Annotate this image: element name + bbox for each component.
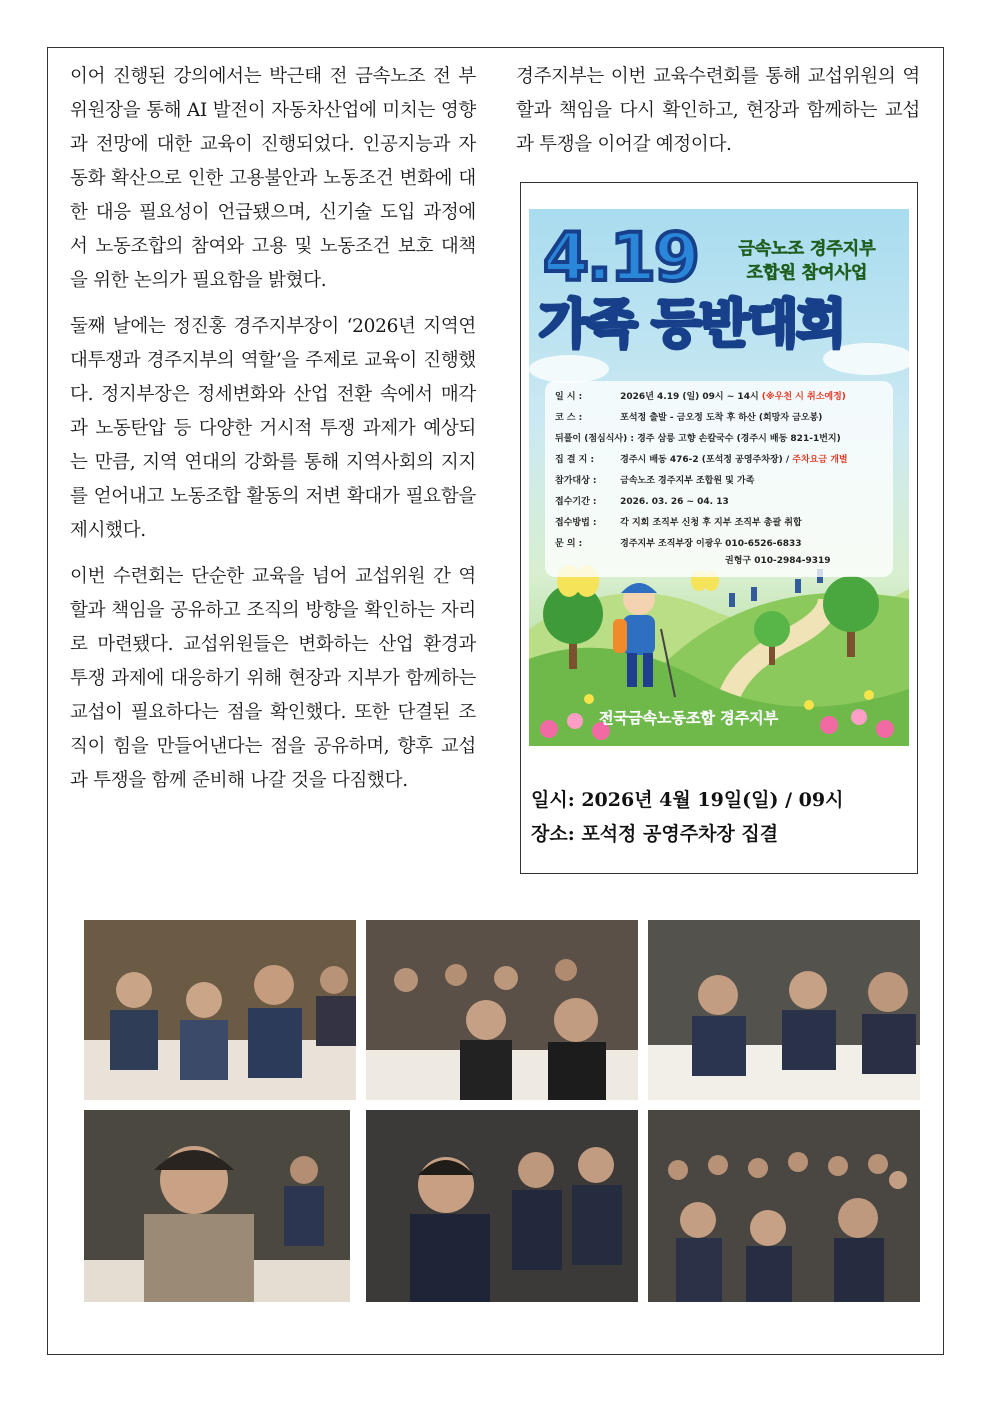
right-column <box>516 60 920 174</box>
paragraph-retreat: 이번 수련회는 단순한 교육을 넘어 교섭위원 간 역할과 책임을 공유하고 조직의 방향을 확인하는 자리로 마련됐다. 교섭위원들은 변화하는 산업 환경과 투쟁 과제에 대응하기 위해 현장과 지부가 함께하는 교섭이 필요하다는 점을 확인했다. 또한 단결된 조직이 힘을 만들어낸다는 점을 공유하며, 향후 교섭과 투쟁을 함께 준비해 나갈 것을 다짐했다. <box>70 566 476 791</box>
poster-footer-union-name: 전국금속노동조합 경주지부 <box>599 709 779 727</box>
info-row-target: 참가대상 : 금속노조 경주지부 조합원 및 가족 <box>555 476 755 486</box>
info-row-course: 코 스 : 포석정 출발 - 금오정 도착 후 하산 (희망자 금오봉) <box>555 413 823 423</box>
paragraph-closing: 경주지부는 이번 교육수련회를 통해 교섭위원의 역할과 책임을 다시 확인하고, 현장과 함께하는 교섭과 투쟁을 이어갈 예정이다. <box>516 66 920 155</box>
caption-date: 일시: 2026년 4월 19일(일) / 09시 <box>531 789 844 811</box>
poster-info-panel <box>545 381 893 577</box>
info-row-date: 일 시 : 2026년 4.19 (일) 09시 ~ 14시 (※우천 시 취소예정) <box>555 392 846 402</box>
poster-box <box>520 182 918 874</box>
info-row-lunch: 뒤풀이 (점심식사) : 경주 삼릉 고향 손칼국수 (경주시 배동 821-1번지) <box>555 434 841 444</box>
info-row-method: 접수방법 : 각 지회 조직부 신청 후 지부 조직부 총괄 취합 <box>555 518 802 528</box>
info-row-period: 접수기간 : 2026. 03. 26 ~ 04. 13 <box>555 497 729 507</box>
photo-attendee-earbud <box>84 1110 350 1302</box>
info-row-contact: 문 의 : 경주지부 조직부장 이광우 010-6526-6833 <box>555 539 802 549</box>
photo-attendees-1 <box>84 920 356 1100</box>
info-row-contact-2: 권형구 010-2984-9319 <box>725 556 831 566</box>
photo-attendees-2 <box>366 920 638 1100</box>
poster-subtitle-line1: 금속노조 경주지부 <box>738 239 876 259</box>
poster-title-main: 가족 등반대회 <box>539 295 845 355</box>
hiking-event-poster <box>529 209 909 746</box>
poster-caption <box>531 783 843 851</box>
left-column <box>70 60 476 810</box>
poster-title-number: 4.19 <box>543 219 698 296</box>
poster-subtitle-line2: 조합원 참여사업 <box>746 263 868 283</box>
caption-place: 장소: 포석정 공영주차장 집결 <box>531 823 779 845</box>
photo-attendees-3 <box>648 920 920 1100</box>
paragraph-lecture: 이어 진행된 강의에서는 박근태 전 금속노조 전 부위원장을 통해 AI 발전이 자동차산업에 미치는 영향과 전망에 대한 교육이 진행되었다. 인공지능과 자동화 확산으로 인한 고용불안과 노동조건 변화에 대한 대응 필요성이 언급됐으며, 신기술 도입 과정에서 노동조합의 참여와 고용 및 노동조건 보호 대책을 위한 논의가 필요함을 밝혔다. <box>70 66 476 291</box>
paragraph-second-day: 둘째 날에는 정진홍 경주지부장이 ‘2026년 지역연대투쟁과 경주지부의 역할’을 주제로 교육이 진행했다. 정지부장은 정세변화와 산업 전환 속에서 매각과 노동탄압 등 다양한 거시적 투쟁 과제가 예상되는 만큼, 지역 연대의 강화를 통해 지역사회의 지지를 얻어내고 노동조합 활동의 저변 확대가 필요함을 제시했다. <box>70 316 476 541</box>
photo-attendees-fists-raised <box>648 1110 920 1302</box>
photo-attendees-4 <box>366 1110 638 1302</box>
poster-subtitle <box>717 237 897 285</box>
info-row-meeting-place: 집 결 지 : 경주시 배동 476-2 (포석정 공영주차장) / 주차요금 개별 <box>555 455 848 465</box>
